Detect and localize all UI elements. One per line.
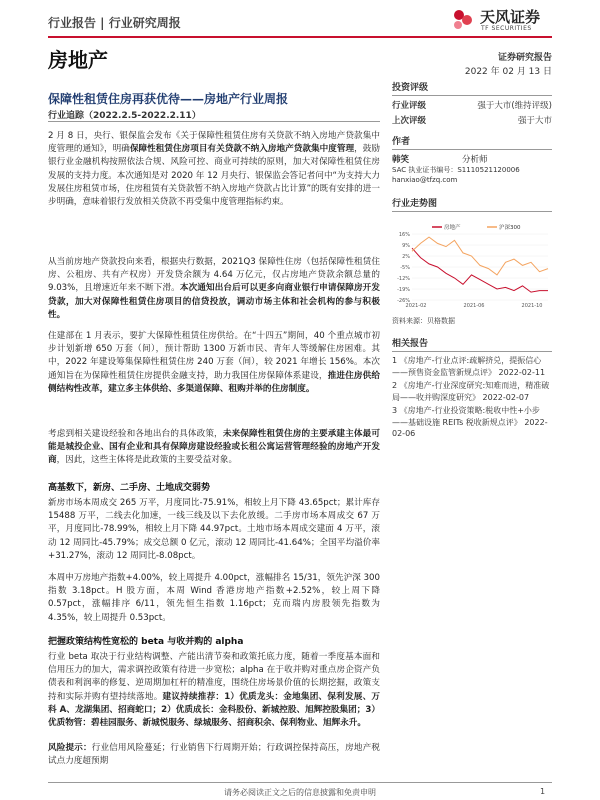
paragraph-6: 本周申万房地产指数+4.00%，较上周提升 4.00pct，涨幅排名 15/31，领先沪深 300 指数 3.18pct。H 股方面，本周 Wind 香港房地产指数+2.52%，较上周下降 0.57pct，涨幅排序 6/11，领先恒生指数 1.16pct；克而瑞内房股领先指数为 4.35%，较上周提升 0.53pct。	[48, 573, 380, 623]
chart-legend-label: 房地产	[444, 225, 461, 231]
paragraph-5: 新房市场本周成交 265 万平，月度同比-75.91%，相较上月下降 43.65pct；累计库存 15488 万平，二线去化加速，一线三线及以下去化放缓。二手房市场本周成交 67 万平，月度同比-78.99%，相较上月下降 44.97pct。土地市场本周成交建面 4 万平，滚动 12 周同比-45.79%；成交总额 0 亿元，滚动 12 周同比-41.64%；全国平均溢价率+31.27%，滚动 12 周同比-8.08pct。	[48, 498, 380, 561]
author-name: 韩笑	[392, 155, 410, 165]
prev-rating-label: 上次评级	[392, 116, 427, 126]
footer-divider	[48, 782, 552, 783]
footer-disclaimer: 请务必阅读正文之后的信息披露和免责申明	[224, 788, 376, 797]
tracking-period: 行业追踪（2022.2.5-2022.2.11）	[48, 111, 201, 121]
chart-y-tick: -19%	[397, 287, 410, 293]
related-report-3[interactable]: 3 《房地产-行业投资策略:税收中性+小步——基础设施 REITs 税收新规点评》 2022-02-06	[392, 406, 548, 438]
chart-series-line-0	[412, 248, 548, 292]
page-number: 1	[540, 787, 546, 796]
chart-y-tick: 2%	[402, 254, 410, 260]
p1-text-b: 保障性租赁住房项目有关贷款不纳入房地产贷款集中度管理	[129, 144, 355, 155]
p7-text-b: 建议持续推荐：1）优质龙头：金地集团、保利发展、万科 A、龙湖集团、招商蛇口；2）优质成长：金科股份、新城控股、旭辉控股集团；3）优质物管：碧桂园服务、新城悦服务、绿城服务、招商积余、保利物业、旭辉永升。	[48, 691, 380, 729]
industry-rating-label: 行业评级	[392, 101, 427, 111]
chart-legend-label: 沪深300	[499, 225, 521, 231]
author-divider	[392, 149, 552, 150]
title-divider	[48, 121, 380, 122]
company-logo	[450, 6, 560, 34]
author-row	[392, 153, 552, 165]
author-email[interactable]: hanxiao@tfzq.com	[392, 176, 458, 184]
report-type: 证券研究报告	[497, 53, 552, 63]
p2-text-a: 从当前房地产贷款投向来看，根据央行数据，2021Q3 保障性住房（包括保障性租赁住房、公租房、共有产权房）开发贷余额为 4.64 万亿元，仅占房地产贷款余额总量的 9.03%，且增速近年来不断下滑。	[48, 257, 380, 294]
chart-x-tick: 2021-06	[463, 303, 485, 309]
author-role: 分析师	[462, 155, 488, 165]
subheading-strategy: 把握政策结构性宽松的 beta 与收并购的 alpha	[48, 637, 244, 647]
p2-text-b: 本次通知出台后可以更多向商业银行申请保障房开发贷款，加大对保障性租赁住房项目的信贷投放，调动市场主体和社会机构的参与积极性。	[48, 283, 380, 320]
related-report-1[interactable]: 1 《房地产-行业点评:疏解挤兑，提振信心——预售资金监管新规点评》 2022-02-11	[392, 356, 546, 377]
p1-text-a: 2 月 8 日，央行、银保监会发布《关于保障性租赁住房有关贷款不纳入房地产贷款集中度管理的通知》，明确	[48, 131, 380, 155]
paragraph-4	[48, 428, 380, 468]
related-report-2[interactable]: 2 《房地产-行业深度研究:知难而进，精准破局——收并购深度研究》 2022-02-07	[392, 381, 550, 402]
paragraph-7	[48, 651, 380, 730]
paragraph-3	[48, 330, 380, 396]
p3-text-b: 推进住房供给侧结构性改革，建立多主体供给、多渠道保障、租购并举的住房制度。	[48, 370, 380, 394]
breadcrumb: 行业报告 | 行业研究周报	[48, 16, 181, 30]
logo-icon	[450, 6, 476, 32]
report-date: 2022 年 02 月 13 日	[464, 67, 552, 77]
p4-text-c: ，因此，这些主体将是此政策的主要受益对象。	[56, 455, 238, 466]
trend-section	[392, 196, 552, 212]
p1-text-c: ，鼓励银行业金融机构按照依法合规、风险可控、商业可持续的原则，加大对保障性租赁住房发展的支持力度。本次通知是对 2020 年 12 月央行、银保监会答记者问中“为支持大力发展住房租赁市场，住房租赁有关贷款暂不纳入房地产贷款占比计算”的既有安排的进一步明确，意味着银行发放相关贷款不再受集中度管理指标约束。	[48, 144, 380, 208]
sector-title: 房地产	[48, 48, 108, 72]
p4-text-a: 考虑到相关建设经验和各地出台的具体政策，	[48, 429, 223, 439]
risk-text: 行业信用风险蔓延；行业销售下行周期开始；行政调控保持高压，房地产税试点力度超预期	[48, 743, 380, 767]
prev-rating-value: 强于大市	[517, 116, 552, 126]
chart-y-tick: -26%	[397, 298, 410, 304]
industry-trend-chart	[392, 222, 552, 310]
p7-text-a: 行业 beta 取决于行业结构调整、产能出清节奏和政策托底力度，随着一季度基本面和信用压力的加大，需求调控政策有待进一步宽松；alpha 在于收并购对重点房企资产负债表和利润率的修复、逆周期加杠杆的精准度，围绕住房场景价值的长期挖掘，政策支持和实际并购有望持续落地。	[48, 652, 380, 702]
industry-rating-value: 强于大市(维持评级)	[477, 101, 552, 111]
logo-name: 天风证券	[480, 8, 541, 26]
chart-y-tick: -12%	[397, 276, 410, 282]
related-heading: 相关报告	[392, 339, 429, 349]
header-divider	[48, 36, 552, 38]
prev-rating-row	[392, 114, 552, 126]
rating-divider	[392, 95, 552, 96]
logo-subtitle: TF SECURITIES	[481, 25, 532, 32]
trend-divider	[392, 211, 552, 212]
chart-x-tick: 2021-10	[521, 303, 543, 309]
related-divider	[392, 351, 552, 352]
risk-label: 风险提示：	[48, 743, 92, 753]
chart-y-tick: 16%	[398, 232, 410, 238]
chart-y-tick: -5%	[400, 265, 410, 271]
related-section	[392, 336, 552, 440]
author-sac: SAC 执业证书编号：S1110521120006	[392, 166, 520, 174]
chart-source: 资料来源：贝格数据	[392, 317, 455, 325]
p4-text-b: 未来保障性租赁住房的主要承建主体最可能是城投企业、国有企业和具有保障房建设经验或长租公寓运营管理经验的房地产开发商	[48, 429, 380, 466]
author-heading: 作者	[392, 137, 411, 147]
rating-heading: 投资评级	[392, 83, 429, 93]
report-title: 保障性租赁住房再获优待——房地产行业周报	[48, 92, 289, 106]
risk-warning	[48, 742, 380, 768]
chart-x-tick: 2021-02	[405, 303, 427, 309]
p3-text-a: 住建部在 1 月表示，要扩大保障性租赁住房供给。在“十四五”期间，40 个重点城市初步计划新增 650 万套（间），预计帮助 1300 万新市民、青年人等缓解住房困难。其中，2022 年建设筹集保障性租赁住房 240 万套（间），较 2021 年增长 156%。本次通知旨在为保障性租赁住房提供金融支持，助力我国住房保障体系建设，	[48, 331, 380, 381]
trend-heading: 行业走势图	[392, 199, 438, 209]
chart-y-tick: 9%	[402, 243, 410, 249]
author-section	[392, 134, 552, 185]
rating-section	[392, 80, 552, 126]
paragraph-1	[48, 130, 380, 209]
industry-rating-row	[392, 99, 552, 111]
paragraph-2	[48, 256, 380, 322]
subheading-market: 高基数下，新房、二手房、土地成交弱势	[48, 483, 211, 493]
